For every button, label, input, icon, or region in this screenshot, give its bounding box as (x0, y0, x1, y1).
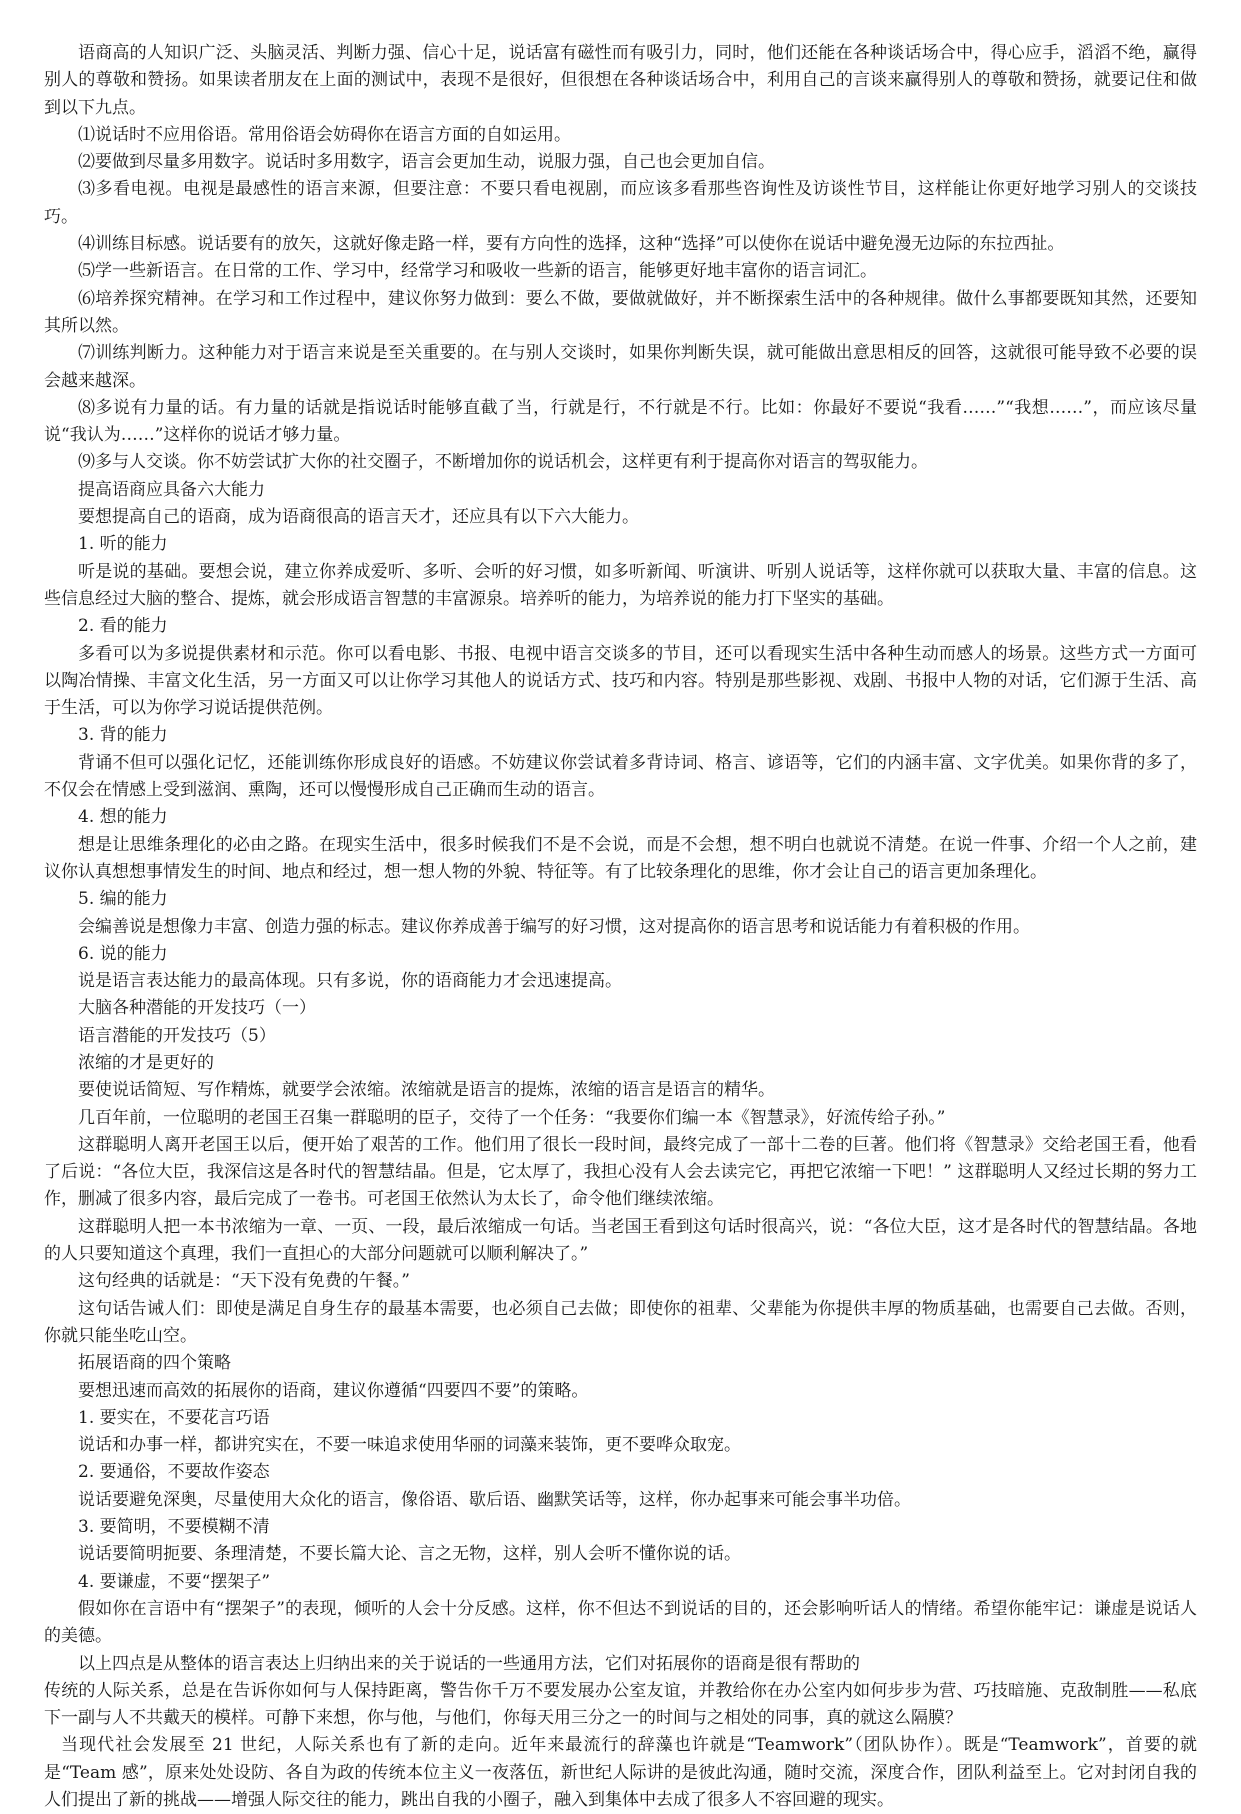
paragraph: 说话要简明扼要、条理清楚，不要长篇大论、言之无物，这样，别人会听不懂你说的话。 (78, 1544, 741, 1565)
paragraph: ⑵要做到尽量多用数字。说话时多用数字，语言会更加生动，说服力强，自己也会更加自信。 (78, 152, 775, 173)
paragraph: 3. 背的能力 (78, 725, 168, 746)
paragraph: 假如你在言语中有“摆架子”的表现，倾听的人会十分反感。这样，你不但达不到说话的目的，还会影响听话人的情绪。希望你能牢记：谦虚是说话人的美德。 (44, 1598, 1197, 1647)
paragraph: 要使说话简短、写作精炼，就要学会浓缩。浓缩就是语言的提炼，浓缩的语言是语言的精华。 (78, 1080, 775, 1101)
paragraph: ⑸学一些新语言。在日常的工作、学习中，经常学习和吸收一些新的语言，能够更好地丰富你的语言词汇。 (78, 261, 877, 282)
paragraph: 语言潜能的开发技巧（5） (78, 1025, 276, 1046)
paragraph: 背诵不但可以强化记忆，还能训练你形成良好的语感。不妨建议你尝试着多背诗词、格言、谚语等，它们的内涵丰富、文字优美。如果你背的多了，不仅会在情感上受到滋润、熏陶，还可以慢慢形成自己正确而生动的语言。 (44, 752, 1197, 801)
paragraph: 要想迅速而高效的拓展你的语商，建议你遵循“四要四不要”的策略。 (78, 1380, 589, 1401)
paragraph: 说是语言表达能力的最高体现。只有多说，你的语商能力才会迅速提高。 (78, 971, 622, 992)
paragraph: 会编善说是想像力丰富、创造力强的标志。建议你养成善于编写的好习惯，这对提高你的语言思考和说话能力有着积极的作用。 (78, 916, 1030, 937)
paragraph: 语商高的人知识广泛、头脑灵活、判断力强、信心十足，说话富有磁性而有吸引力，同时，他们还能在各种谈话场合中，得心应手，滔滔不绝，赢得别人的尊敬和赞扬。如果读者朋友在上面的测试中，表现不是很好，但很想在各种谈话场合中，利用自己的言谈来赢得别人的尊敬和赞扬，就要记住和做到以下九点。 (44, 43, 1197, 118)
paragraph: 听是说的基础。要想会说，建立你养成爱听、多听、会听的好习惯，如多听新闻、听演讲、听别人说话等，这样你就可以获取大量、丰富的信息。这些信息经过大脑的整合、提炼，就会形成语言智慧的丰富源泉。培养听的能力，为培养说的能力打下坚实的基础。 (44, 561, 1197, 609)
paragraph: 6. 说的能力 (78, 943, 168, 964)
paragraph: ⑼多与人交谈。你不妨尝试扩大你的社交圈子，不断增加你的说话机会，这样更有利于提高你对语言的驾驭能力。 (78, 452, 928, 473)
paragraph: ⑹培养探究精神。在学习和工作过程中，建议你努力做到：要么不做，要做就做好，并不断探索生活中的各种规律。做什么事都要既知其然，还要知其所以然。 (44, 288, 1197, 336)
paragraph: 大脑各种潜能的开发技巧（一） (78, 998, 316, 1019)
paragraph: 2. 看的能力 (78, 616, 168, 637)
paragraph: ⑻多说有力量的话。有力量的话就是指说话时能够直截了当，行就是行，不行就是不行。比如：你最好不要说“我看……”“我想……”，而应该尽量说“我认为……”这样你的说话才够力量。 (44, 397, 1197, 446)
paragraph: 想是让思维条理化的必由之路。在现实生活中，很多时候我们不是不会说，而是不会想，想不明白也就说不清楚。在说一件事、介绍一个人之前，建议你认真想想事情发生的时间、地点和经过，想一想人物的外貌、特征等。有了比较条理化的思维，你才会让自己的语言更加条理化。 (44, 834, 1197, 882)
paragraph: 1. 要实在，不要花言巧语 (78, 1407, 270, 1428)
paragraph: 1. 听的能力 (78, 534, 168, 555)
paragraph: 多看可以为多说提供素材和示范。你可以看电影、书报、电视中语言交谈多的节目，还可以看现实生活中各种生动而感人的场景。这些方式一方面可以陶冶情操、丰富文化生活，另一方面又可以让你学习其他人的说话方式、技巧和内容。特别是那些影视、戏剧、书报中人物的对话，它们源于生活、高于生活，可以为你学习说话提供范例。 (44, 643, 1197, 719)
paragraph: 2. 要通俗，不要故作姿态 (78, 1462, 270, 1483)
paragraph: 当现代社会发展至 21 世纪，人际关系也有了新的走向。近年来最流行的辞藻也许就是“Teamwork”（团队协作）。既是“Teamwork”，首要的就是“Team 感”，原来处处设防、各自为政的传统本位主义一夜落伍，新世纪人际讲的是彼此沟通，随时交流，深度合作，团队利益至上。它对封闭自我的人们提出了新的挑战——增强人际交往的能力，跳出自我的小圈子，融入到集体中去成了很多人不容回避的现实。 (44, 1735, 1197, 1810)
paragraph: ⑶多看电视。电视是最感性的语言来源，但要注意：不要只看电视剧，而应该多看那些咨询性及访谈性节目，这样能让你更好地学习别人的交谈技巧。 (44, 179, 1197, 227)
paragraph: 3. 要简明，不要模糊不清 (78, 1517, 270, 1538)
paragraph: ⑴说话时不应用俗语。常用俗语会妨碍你在语言方面的自如运用。 (78, 124, 571, 145)
paragraph: 4. 要谦虚，不要“摆架子” (78, 1571, 271, 1592)
paragraph: 以上四点是从整体的语言表达上归纳出来的关于说话的一些通用方法，它们对拓展你的语商是很有帮助的 (78, 1653, 860, 1674)
paragraph: 这群聪明人把一本书浓缩为一章、一页、一段，最后浓缩成一句话。当老国王看到这句话时很高兴，说：“各位大臣，这才是各时代的智慧结晶。各地的人只要知道这个真理，我们一直担心的大部分问题就可以顺利解决了。” (44, 1216, 1197, 1265)
paragraph: 4. 想的能力 (78, 807, 168, 828)
paragraph: 说话和办事一样，都讲究实在，不要一味追求使用华丽的词藻来装饰，更不要哗众取宠。 (78, 1435, 741, 1456)
paragraph: 5. 编的能力 (78, 889, 168, 910)
paragraph: ⑺训练判断力。这种能力对于语言来说是至关重要的。在与别人交谈时，如果你判断失误，就可能做出意思相反的回答，这就很可能导致不必要的误会越来越深。 (44, 343, 1197, 391)
paragraph: 说话要避免深奥，尽量使用大众化的语言，像俗语、歇后语、幽默笑话等，这样，你办起事来可能会事半功倍。 (78, 1489, 911, 1510)
paragraph: 这句话告诫人们：即使是满足自身生存的最基本需要，也必须自己去做；即使你的祖辈、父辈能为你提供丰厚的物质基础，也需要自己去做。否则，你就只能坐吃山空。 (44, 1298, 1197, 1346)
paragraph: 传统的人际关系，总是在告诉你如何与人保持距离，警告你千万不要发展办公室友谊，并教给你在办公室内如何步步为营、巧技暗施、克敌制胜——私底下一副与人不共戴天的模样。可静下来想，你与他，与他们，你每天用三分之一的时间与之相处的同事，真的就这么隔膜？ (44, 1680, 1197, 1729)
paragraph: 这群聪明人离开老国王以后，便开始了艰苦的工作。他们用了很长一段时间，最终完成了一部十二卷的巨著。他们将《智慧录》交给老国王看，他看了后说：“各位大臣，我深信这是各时代的智慧结晶。但是，它太厚了，我担心没有人会去读完它，再把它浓缩一下吧！” 这群聪明人又经过长期的努力工作，删减了很多内容，最后完成了一卷书。可老国王依然认为太长了，命令他们继续浓缩。 (44, 1134, 1197, 1210)
paragraph: 几百年前，一位聪明的老国王召集一群聪明的臣子，交待了一个任务：“我要你们编一本《智慧录》，好流传给子孙。” (78, 1107, 946, 1128)
paragraph: 要想提高自己的语商，成为语商很高的语言天才，还应具有以下六大能力。 (78, 507, 639, 528)
paragraph: ⑷训练目标感。说话要有的放矢，这就好像走路一样，要有方向性的选择，这种“选择”可以使你在说话中避免漫无边际的东拉西扯。 (78, 234, 1065, 255)
paragraph: 浓缩的才是更好的 (78, 1052, 214, 1073)
paragraph: 提高语商应具备六大能力 (78, 479, 265, 500)
paragraph: 拓展语商的四个策略 (78, 1353, 231, 1374)
paragraph: 这句经典的话就是：“天下没有免费的午餐。” (78, 1271, 410, 1292)
